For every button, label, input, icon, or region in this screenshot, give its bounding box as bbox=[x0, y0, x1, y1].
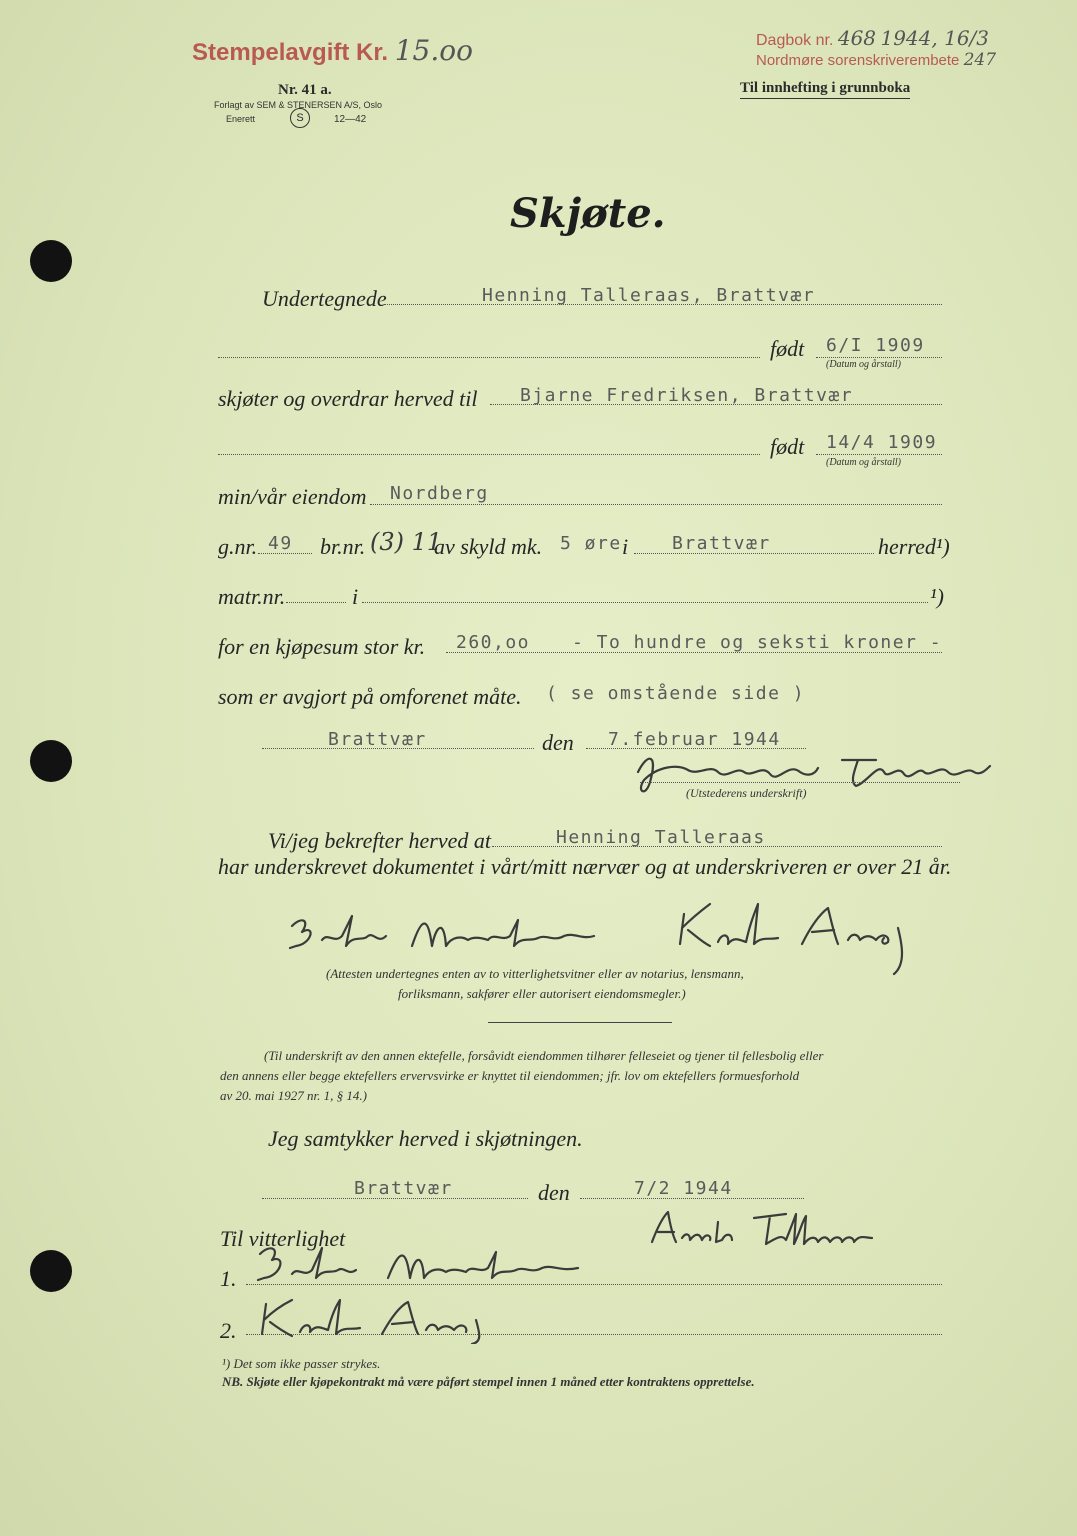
footnote-2: NB. Skjøte eller kjøpekontrakt må være påført stempel innen 1 måned etter kontraktens opprettelse. bbox=[222, 1374, 755, 1389]
form-number: Nr. 41 a. bbox=[278, 82, 332, 98]
matr-label: matr.nr. bbox=[218, 584, 286, 609]
dagbok-date: 1944, 16/3 bbox=[880, 26, 990, 50]
gnr-value: 49 bbox=[268, 533, 293, 554]
stempelavgift-amount: 15.oo bbox=[394, 34, 473, 67]
matr-end-label: ¹) bbox=[930, 584, 944, 609]
eiendom-label: min/vår eiendom bbox=[218, 484, 367, 509]
section-divider bbox=[488, 1022, 672, 1023]
witness-2-number: 2. bbox=[220, 1318, 237, 1343]
kjopesum-line bbox=[446, 652, 942, 653]
attest-note-1: (Attesten undertegnes enten av to vitterlighetsvitner eller av notarius, lensmann, bbox=[326, 966, 744, 981]
spouse-signature-text bbox=[680, 1228, 688, 1229]
brnr-value: (3) 11 bbox=[370, 528, 443, 556]
matr-i-label: i bbox=[352, 584, 359, 609]
spouse-signature bbox=[646, 1204, 886, 1254]
skyld-label: av skyld mk. bbox=[434, 534, 543, 559]
utsteder-caption: (Utstederens underskrift) bbox=[686, 786, 807, 800]
publisher-code: 12—42 bbox=[334, 114, 367, 125]
fodt1-prefix-line bbox=[218, 357, 760, 358]
seller-signature-text bbox=[690, 762, 699, 763]
matr-line bbox=[286, 602, 346, 603]
stempelavgift-label: Stempelavgift Kr. bbox=[192, 39, 389, 66]
undertegnede-value: Henning Talleraas, Brattvær bbox=[482, 285, 816, 306]
eiendom-line bbox=[370, 504, 942, 505]
witness-1-text bbox=[270, 1262, 279, 1263]
skyld-value: 5 øre bbox=[560, 533, 622, 554]
publisher-text: Forlagt av SEM & STENERSEN A/S, Oslo bbox=[214, 100, 383, 110]
place2-value: Brattvær bbox=[354, 1178, 453, 1199]
punch-hole-middle bbox=[30, 740, 72, 782]
punch-hole-top bbox=[30, 240, 72, 282]
office-name: Nordmøre sorenskriverembete bbox=[756, 52, 960, 69]
witnesses-label: Til vitterlighet bbox=[220, 1226, 346, 1251]
fodt2-prefix-line bbox=[218, 454, 760, 455]
skjoter-label: skjøter og overdrar herved til bbox=[218, 386, 478, 411]
attest-witness-1-text bbox=[300, 930, 309, 931]
gnr-line bbox=[258, 553, 312, 554]
attest-prefix: Vi/jeg bekrefter herved at bbox=[268, 828, 491, 853]
fodt2-value: 14/4 1909 bbox=[826, 432, 938, 453]
footnote-1: ¹) Det som ikke passer strykes. bbox=[222, 1356, 381, 1371]
folio-number: 247 bbox=[963, 50, 997, 70]
den1-label: den bbox=[542, 730, 574, 755]
witness-2-text bbox=[270, 1314, 276, 1315]
stempelavgift-stamp bbox=[192, 34, 473, 67]
witness-2-signature bbox=[250, 1294, 490, 1344]
eiendom-value: Nordberg bbox=[390, 483, 489, 504]
herred-value: Brattvær bbox=[672, 533, 771, 554]
fodt1-label: født bbox=[770, 336, 805, 361]
datum-hint-1: (Datum og årstall) bbox=[826, 359, 901, 370]
place1-line bbox=[262, 748, 534, 749]
spouse-note-2: den annens eller begge ektefellers ervervsvirke er knyttet til eiendommen; jfr. lov om ektefellers formuesforhold bbox=[220, 1068, 800, 1083]
place1-value: Brattvær bbox=[328, 729, 427, 750]
attest-line2: har underskrevet dokumentet i vårt/mitt nærvær og at underskriveren er over 21 år. bbox=[218, 854, 952, 879]
document-title: Skjøte. bbox=[510, 190, 666, 237]
kjopesum-value: 260,oo bbox=[456, 632, 531, 653]
attest-name: Henning Talleraas bbox=[556, 827, 766, 848]
i-label: i bbox=[622, 534, 629, 559]
spouse-note-3: av 20. mai 1927 nr. 1, § 14.) bbox=[220, 1088, 367, 1103]
avgjort-label: som er avgjort på omforenet måte. bbox=[218, 684, 522, 709]
kjopesum-words: - To hundre og seksti kroner - bbox=[572, 632, 943, 653]
date1-value: 7.februar 1944 bbox=[608, 729, 781, 750]
attest-line bbox=[492, 846, 942, 847]
buyer-line bbox=[490, 404, 942, 405]
fodt1-value: 6/I 1909 bbox=[826, 335, 925, 356]
kjopesum-label: for en kjøpesum stor kr. bbox=[218, 634, 426, 659]
signature-line bbox=[640, 782, 960, 783]
publisher-logo-icon: S bbox=[290, 108, 310, 128]
matr-i-line bbox=[362, 602, 928, 603]
witness-1-number: 1. bbox=[220, 1266, 237, 1291]
fodt1-line bbox=[816, 357, 942, 358]
den2-label: den bbox=[538, 1180, 570, 1205]
date2-line bbox=[580, 1198, 804, 1199]
fodt2-line bbox=[816, 454, 942, 455]
spouse-note-1: (Til underskrift av den annen ektefelle, forsåvidt eiendommen tilhører felleseiet og tjener til fellesbolig eller bbox=[264, 1048, 824, 1063]
buyer-value: Bjarne Fredriksen, Brattvær bbox=[520, 385, 854, 406]
dagbok-label: Dagbok nr. bbox=[756, 32, 834, 49]
publisher-line-2 bbox=[226, 114, 255, 124]
date2-value: 7/2 1944 bbox=[634, 1178, 733, 1199]
witness-1-signature bbox=[248, 1240, 608, 1292]
registration-note: Til innhefting i grunnboka bbox=[740, 80, 910, 99]
brnr-label: br.nr. bbox=[320, 534, 366, 559]
attest-witness-1-signature bbox=[282, 906, 612, 966]
attest-note-2: forliksmann, sakfører eller autorisert eiendomsmegler.) bbox=[398, 986, 686, 1001]
herred-label: herred¹) bbox=[878, 534, 950, 559]
seller-signature bbox=[618, 742, 998, 802]
datum-hint-2: (Datum og årstall) bbox=[826, 457, 901, 468]
place2-line bbox=[262, 1198, 528, 1199]
office-stamp bbox=[756, 50, 996, 70]
undertegnede-label: Undertegnede bbox=[262, 286, 387, 311]
dagbok-stamp bbox=[756, 26, 989, 50]
attest-witness-2-text bbox=[690, 930, 696, 931]
punch-hole-bottom bbox=[30, 1250, 72, 1292]
herred-line bbox=[634, 553, 874, 554]
enerett-text: Enerett bbox=[226, 114, 256, 124]
consent-text: Jeg samtykker herved i skjøtningen. bbox=[268, 1126, 583, 1151]
fodt2-label: født bbox=[770, 434, 805, 459]
gnr-label: g.nr. bbox=[218, 534, 258, 559]
dagbok-number: 468 bbox=[837, 26, 877, 50]
avgjort-value: ( se omstående side ) bbox=[546, 683, 806, 704]
